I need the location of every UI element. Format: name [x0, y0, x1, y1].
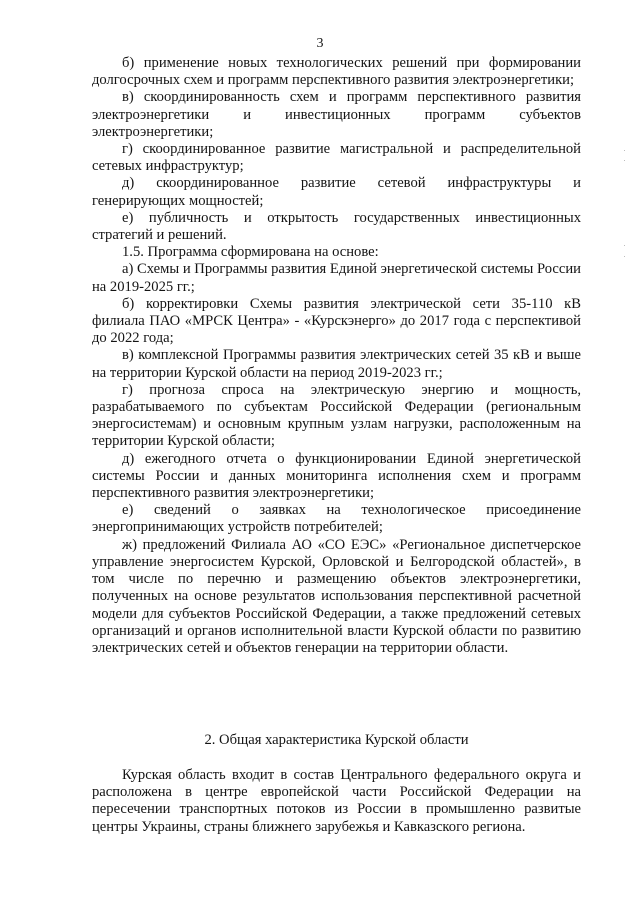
- scan-artifact: [624, 150, 625, 151]
- paragraph-item-g: г) скоординированное развитие магистральной и распределительной сетевых инфраструктур;: [92, 141, 581, 175]
- basis-item-v: в) комплексной Программы развития электрических сетей 35 кВ и выше на территории Курской области на период 2019-2023 гг.;: [92, 347, 581, 381]
- basis-item-b: б) корректировки Схемы развития электрической сети 35-110 кВ филиала ПАО «МРСК Центра» - «Курскэнерго» до 2017 года с перспективой до 2022 года;: [92, 295, 581, 347]
- section-paragraph: Курская область входит в состав Центрального федерального округа и расположена в центре европейской части Российской Федерации на пересечении транспортных потоков из России в промышленно развитые центры Украины, страны ближнего зарубежья и Кавказского региона.: [92, 767, 581, 835]
- section-body: [92, 767, 581, 836]
- basis-item-e: е) сведений о заявках на технологическое присоединение энергопринимающих устройств потребителей;: [92, 502, 581, 536]
- section-heading: 2. Общая характеристика Курской области: [204, 732, 469, 748]
- scan-artifact: [624, 245, 625, 246]
- paragraph-item-v: в) скоординированность схем и программ перспективного развития электроэнергетики и инвестиционных программ субъектов электроэнергетики;: [92, 89, 581, 140]
- basis-item-a: а) Схемы и Программы развития Единой энергетической системы России на 2019-2025 гг.;: [92, 261, 581, 295]
- paragraph-item-e: е) публичность и открытость государственных инвестиционных стратегий и решений.: [92, 209, 581, 244]
- basis-item-g: г) прогноза спроса на электрическую энергию и мощность, разрабатываемого по субъектам Российской Федерации (региональным энергосистемам) и основным крупным узлам нагрузки, расположенным на территории Курской области;: [92, 381, 581, 450]
- paragraph-clause-1-5: 1.5. Программа сформирована на основе:: [122, 244, 379, 261]
- scan-artifact: [624, 256, 625, 257]
- principles-list: [92, 55, 581, 657]
- paragraph-item-b: б) применение новых технологических решений при формировании долгосрочных схем и программ перспективного развития электроэнергетики;: [92, 55, 581, 89]
- paragraph-item-d: д) скоординированное развитие сетевой инфраструктуры и генерирующих мощностей;: [92, 175, 581, 209]
- page-number: 3: [316, 36, 324, 51]
- basis-item-zh: ж) предложений Филиала АО «СО ЕЭС» «Региональное диспетчерское управление энергосистем Курской, Орловской и Белгородской областей», в том числе по перечню и размещению объектов электроэнергетики, полученных на основе результатов использования перспективной расчетной модели для субъектов Российской Федерации, а также предложений сетевых организаций и органов исполнительной власти Курской области по развитию электрических сетей и объектов генерации на территории области.: [92, 536, 581, 656]
- scan-artifact: [624, 160, 625, 161]
- basis-item-d: д) ежегодного отчета о функционировании Единой энергетической системы России и данных мониторинга исполнения схем и программ перспективного развития электроэнергетики;: [92, 450, 581, 502]
